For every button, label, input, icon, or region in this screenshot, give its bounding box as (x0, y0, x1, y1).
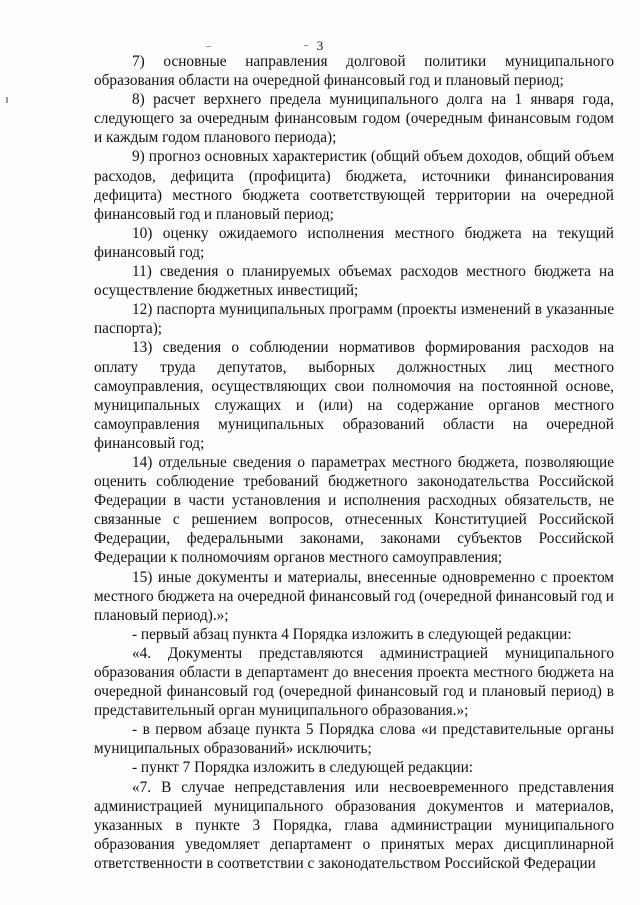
point-7-text: «7. В случае непредставления или несвоевременного представления администрацией муниципального образования документов и материалов, указанных в пункте 3 Порядка, глава администрации муниципального образования уведомляет департамент о принятых мерах дисциплинарной ответственности в соответствии с законодательством Российской Федерации (94, 778, 614, 872)
paragraph-item-10: 10) оценку ожидаемого исполнения местного бюджета на текущий финансовый год; (94, 224, 614, 261)
paragraph-item-12: 12) паспорта муниципальных программ (проекты изменений в указанные паспорта); (94, 301, 614, 338)
paragraph-item-9: 9) прогноз основных характеристик (общий объем доходов, общий объем расходов, дефицита (профицита) бюджета, источники финансирования дефицита) местного бюджета соответствующей территории на очередной финансовый год и плановый период; (94, 148, 614, 223)
paragraph-item-11: 11) сведения о планируемых объемах расходов местного бюджета на осуществление бюджетных инвестиций; (94, 263, 614, 300)
amendment-point-4: - первый абзац пункта 4 Порядка изложить в следующей редакции: (132, 625, 572, 643)
paragraph-item-8: 8) расчет верхнего предела муниципального долга на 1 января года, следующего за очередным финансовым годом (очередным финансовым годом и каждым годом планового периода); (94, 91, 614, 147)
amendment-point-5: - в первом абзаце пункта 5 Порядка слова «и представительные органы муниципальных образований» исключить; (94, 721, 614, 758)
point-4-text: «4. Документы представляются администрацией муниципального образования области в департамент до внесения проекта местного бюджета на очередной финансовый год (очередной финансовый год и плановый период) в представительный орган муниципального образования.»; (94, 644, 614, 720)
paragraph-item-15: 15) иные документы и материалы, внесенные одновременно с проектом местного бюджета на очередной финансовый год (очередной финансовый год и плановый период).»; (94, 568, 614, 624)
scan-speck (6, 97, 8, 103)
paragraph-item-13: 13) сведения о соблюдении нормативов формирования расходов на оплату труда депутатов, выборных должностных лиц местного самоуправления, осуществляющих свои полномочия на постоянной основе, муниципальных служащих и (или) на содержание органов местного самоуправления муниципальных образований области на очередной финансовый год; (94, 339, 614, 452)
page-number: 3 (316, 38, 324, 53)
document-body (94, 52, 614, 873)
amendment-point-7: - пункт 7 Порядка изложить в следующей редакции: (132, 759, 474, 777)
paragraph-item-14: 14) отдельные сведения о параметрах местного бюджета, позволяющие оценить соблюдение требований бюджетного законодательства Российской Федерации в части установления и исполнения расходных обязательств, не связанные с решением вопросов, отнесенных Конституцией Российской Федерации, федеральными законами, законами субъектов Российской Федерации к полномочиям органов местного самоуправления; (94, 453, 614, 567)
paragraph-item-7: 7) основные направления долговой политики муниципального образования области на очередной финансовый год и плановый период; (94, 53, 614, 90)
